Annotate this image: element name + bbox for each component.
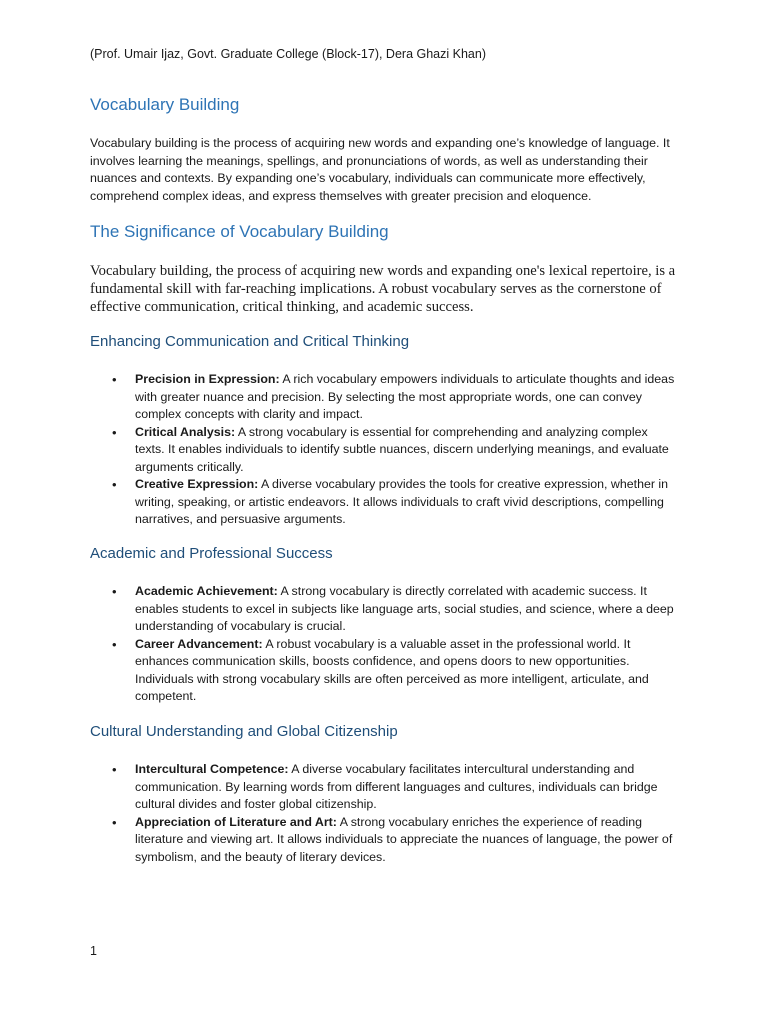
list-item-text: A diverse vocabulary provides the tools for creative expression, whether in writing, speaking, or artistic endeavors. It allows individuals to craft vivid descriptions, compelling narratives, and persuasive arguments. [135, 477, 669, 526]
list-item [90, 476, 680, 529]
list-item-term: Appreciation of Literature and Art: [135, 814, 337, 829]
academic-list [90, 583, 690, 706]
list-item-text: A strong vocabulary is directly correlated with academic success. It enables students to excel in subjects like language arts, social studies, and science, where a deep understanding of vocabulary is crucial. [135, 584, 674, 633]
bullet-icon: • [112, 584, 117, 599]
intro-paragraph: Vocabulary building is the process of acquiring new words and expanding one’s knowledge of language. It involves learning the meanings, spellings, and pronunciations of words, as well as understanding their nuances and contexts. By expanding one’s vocabulary, individuals can communicate more effectively, comprehend complex ideas, and express themselves with greater precision and eloquence. [90, 136, 670, 204]
list-item-text: A rich vocabulary empowers individuals to articulate thoughts and ideas with greater nuance and precision. By selecting the most appropriate words, one can convey complex concepts with clarity and impact. [135, 372, 675, 421]
list-item-text: A robust vocabulary is a valuable asset in the professional world. It enhances communication skills, boosts confidence, and opens doors to new opportunities. Individuals with strong vocabulary skills are often perceived as more intelligent, articulate, and competent. [135, 636, 649, 703]
list-item-term: Career Advancement: [135, 636, 263, 651]
communication-list [90, 371, 690, 529]
list-item [90, 371, 680, 424]
list-item [90, 761, 680, 814]
bullet-icon: • [112, 477, 117, 492]
list-item-text: A strong vocabulary is essential for comprehending and analyzing complex texts. It enables individuals to identify subtle nuances, discern underlying meanings, and evaluate arguments critically. [135, 424, 669, 474]
page-header: (Prof. Umair Ijaz, Govt. Graduate College (Block-17), Dera Ghazi Khan) [90, 47, 486, 61]
list-item [90, 814, 680, 867]
list-item-term: Academic Achievement: [135, 584, 278, 598]
heading-vocabulary-building: Vocabulary Building [90, 95, 240, 114]
list-item [90, 424, 680, 477]
list-item [90, 636, 680, 706]
bullet-icon: • [112, 762, 117, 777]
list-item [90, 583, 680, 636]
heading-academic: Academic and Professional Success [90, 545, 333, 562]
significance-paragraph: Vocabulary building, the process of acquiring new words and expanding one's lexical repertoire, is a fundamental skill with far-reaching implications. A robust vocabulary serves as the cornerstone of effective communication, critical thinking, and academic success. [90, 263, 676, 315]
heading-significance: The Significance of Vocabulary Building [90, 222, 389, 241]
bullet-icon: • [112, 424, 117, 440]
heading-communication: Enhancing Communication and Critical Thinking [90, 333, 410, 350]
list-item-text: A strong vocabulary enriches the experience of reading literature and viewing art. It allows individuals to appreciate the nuances of language, the power of symbolism, and the beauty of literary devices. [135, 814, 673, 864]
list-item-term: Intercultural Competence: [135, 762, 289, 776]
bullet-icon: • [112, 814, 117, 830]
cultural-list [90, 761, 690, 866]
heading-cultural: Cultural Understanding and Global Citizenship [90, 723, 398, 740]
bullet-icon: • [112, 372, 117, 387]
list-item-text: A diverse vocabulary facilitates intercultural understanding and communication. By learning words from different languages and cultures, individuals can bridge cultural divides and foster global citizenship. [135, 762, 658, 811]
list-item-term: Critical Analysis: [135, 424, 236, 439]
list-item-term: Creative Expression: [135, 477, 259, 491]
bullet-icon: • [112, 636, 117, 652]
list-item-term: Precision in Expression: [135, 372, 280, 386]
page-number: 1 [90, 944, 97, 958]
